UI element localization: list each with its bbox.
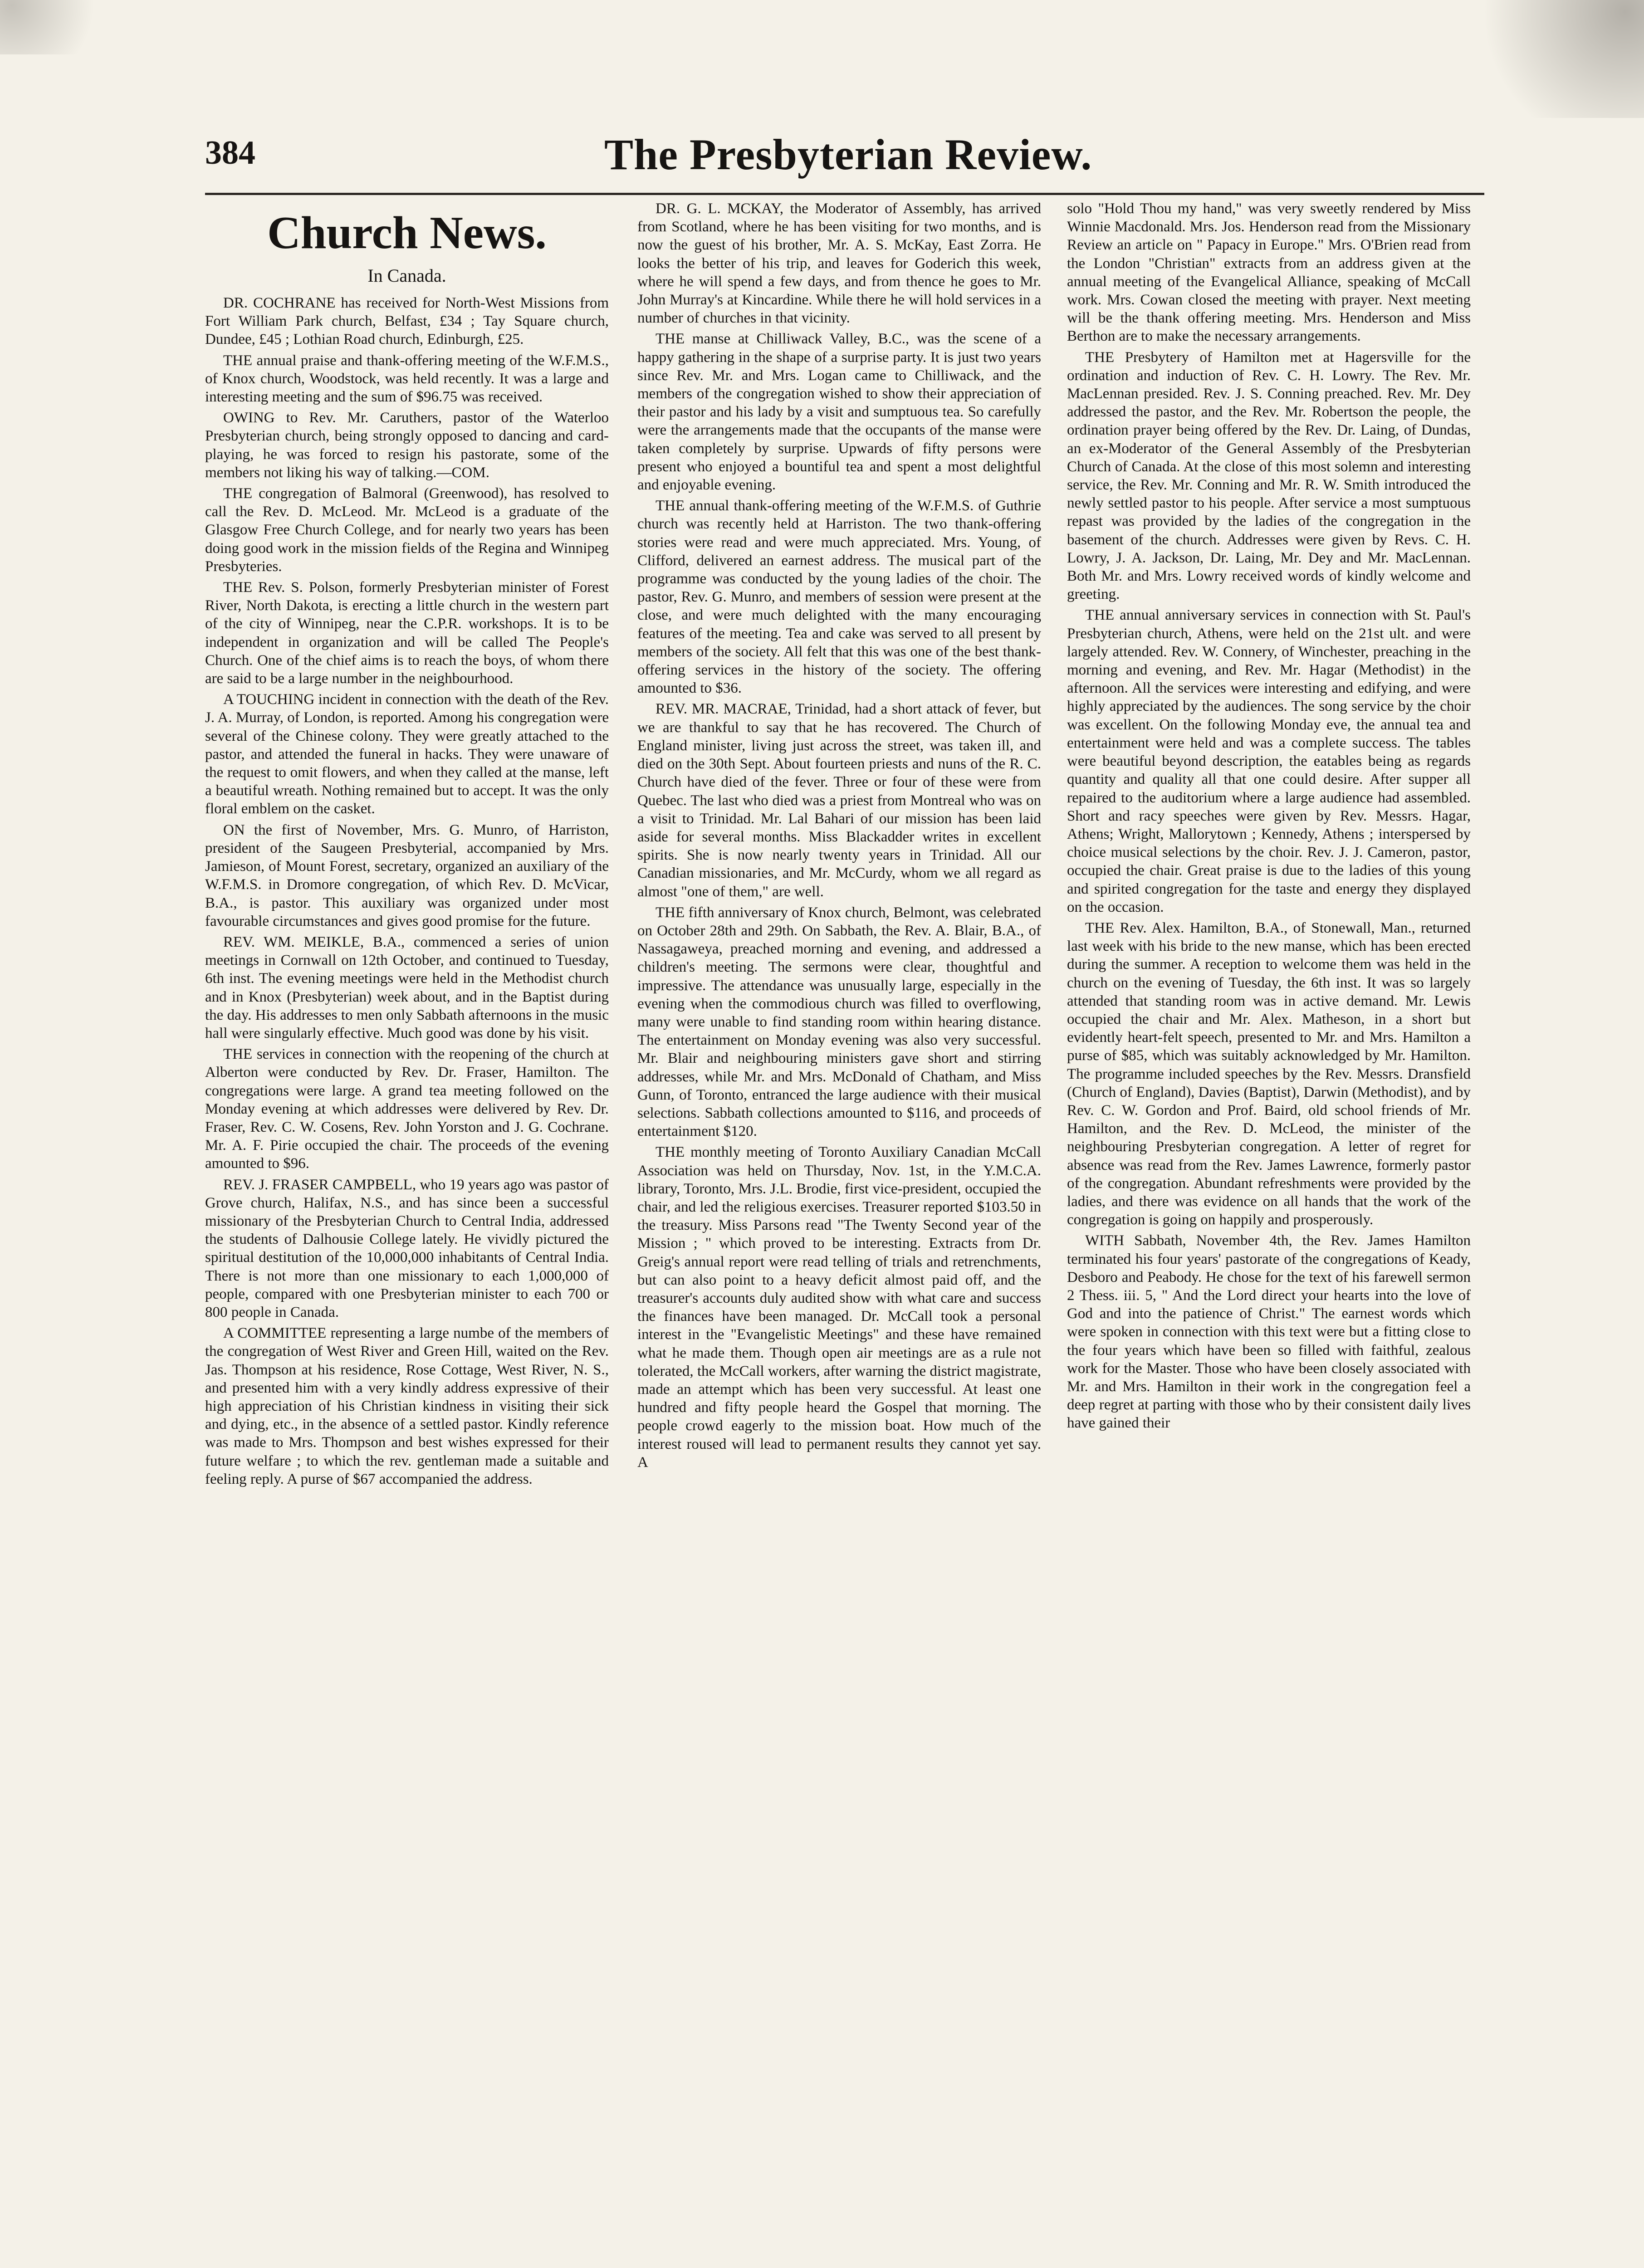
scan-stain [0,0,118,54]
article-columns [205,200,1484,2241]
header-rule [205,193,1484,195]
news-item: A TOUCHING incident in connection with the death of the Rev. J. A. Murray, of London, is reported. Among his congregation were several of the Chinese colony. They were greatly attached to the pastor, and attended the funeral in hacks. They were unaware of the request to omit flowers, and when they called at the manse, left a beautiful wreath. Nothing remained but to accept. It was the only floral emblem on the casket. [205,691,609,817]
news-item: THE Rev. Alex. Hamilton, B.A., of Stonewall, Man., returned last week with his bride to the new manse, which has been erected during the summer. A reception to welcome them was held in the church on the evening of Tuesday, the 6th inst. It was so largely attended that standing room was in active demand. Mr. Lewis occupied the chair and Mr. Alex. Matheson, in a short but evidently heart-felt speech, presented to Mr. and Mrs. Hamilton a purse of $85, which was suitably acknowledged by Mr. Hamilton. The programme included speeches by the Rev. Messrs. Dransfield (Church of England), Davies (Baptist), Darwin (Methodist), and by Rev. C. W. Gordon and Prof. Baird, old school friends of Mr. Hamilton, and the Rev. D. McLeod, the minister of the neighbouring Presbyterian congregation. A letter of regret for absence was read from the Rev. James Lawrence, formerly pastor of the congregation. Abundant refreshments were provided by the ladies, and there was evidence on all hands that the work of the congregation is going on happily and prosperously. [1067,919,1471,1228]
news-item: OWING to Rev. Mr. Caruthers, pastor of the Waterloo Presbyterian church, being strongly opposed to dancing and card-playing, he was forced to resign his pastorate, some of the members not liking his way of talking.—COM. [205,410,609,481]
scan-stain [1453,0,1644,118]
news-item: THE Presbytery of Hamilton met at Hagersville for the ordination and induction of Rev. C. H. Lowry. The Rev. Mr. MacLennan presided. Rev. J. S. Conning preached. Rev. Mr. Dey addressed the pastor, and the Rev. Mr. Robertson the people, the ordination prayer being offered by the Rev. Dr. Laing, of Dundas, an ex-Moderator of the General Assembly of the Presbyterian Church of Canada. At the close of this most solemn and interesting service, the Rev. Mr. Conning and Mr. R. W. Smith introduced the newly settled pastor to his people. After service a most sumptuous repast was provided by the ladies of the congregation in the basement of the church. Addresses were given by Revs. C. H. Lowry, J. A. Jackson, Dr. Laing, Mr. Dey and Mr. MacLennan. Both Mr. and Mrs. Lowry received words of kindly welcome and greeting. [1067,349,1471,603]
section-subtitle: In Canada. [367,265,446,286]
column-2 [637,200,1041,2241]
column-1 [205,200,609,2241]
running-title: The Presbyterian Review. [604,130,1092,179]
news-item: ON the first of November, Mrs. G. Munro, of Harriston, president of the Saugeen Presbyterial, accompanied by Mrs. Jamieson, of Mount Forest, secretary, organized an auxiliary of the W.F.M.S. in Dromore congregation, of which Rev. D. McVicar, B.A., is pastor. This auxiliary was organized under most favourable circumstances and gives good promise for the future. [205,821,609,929]
news-item: THE congregation of Balmoral (Greenwood), has resolved to call the Rev. D. McLeod. Mr. McLeod is a graduate of the Glasgow Free Church College, and for nearly two years has been doing good work in the mission fields of the Regina and Winnipeg Presbyteries. [205,485,609,575]
news-item: DR. COCHRANE has received for North-West Missions from Fort William Park church, Belfast, £34 ; Tay Square church, Dundee, £45 ; Lothian Road church, Edinburgh, £25. [205,295,609,348]
news-item: solo "Hold Thou my hand," was very sweetly rendered by Miss Winnie Macdonald. Mrs. Jos. Henderson read from the Missionary Review an article on " Papacy in Europe." Mrs. O'Brien read from the London "Christian" extracts from an address given at the annual meeting of the Evangelical Alliance, speaking of McCall work. Mrs. Cowan closed the meeting with prayer. Next meeting will be the thank offering meeting. Mrs. Henderson and Miss Berthon are to make the necessary arrangements. [1067,200,1471,345]
page-header [205,129,1484,193]
news-item: THE services in connection with the reopening of the church at Alberton were conducted by Rev. Dr. Fraser, Hamilton. The congregations were large. A grand tea meeting followed on the Monday evening at which addresses were delivered by Rev. Dr. Fraser, Rev. C. W. Cosens, Rev. John Yorston and J. G. Cochrane. Mr. A. F. Pirie occupied the chair. The proceeds of the evening amounted to $96. [205,1046,609,1172]
news-item: DR. G. L. MCKAY, the Moderator of Assembly, has arrived from Scotland, where he has been visiting for two months, and is now the guest of his brother, Mr. A. S. McKay, East Zorra. He looks the better of his trip, and leaves for Goderich this week, where he will spend a few days, and from thence he goes to Mr. John Murray's at Kincardine. While there he will hold services in a number of churches in that vicinity. [637,200,1041,327]
news-item: THE annual praise and thank-offering meeting of the W.F.M.S., of Knox church, Woodstock, was held recently. It was a large and interesting meeting and the sum of $96.75 was received. [205,352,609,406]
news-item: THE monthly meeting of Toronto Auxiliary Canadian McCall Association was held on Thursday, Nov. 1st, in the Y.M.C.A. library, Toronto, Mrs. J.L. Brodie, first vice-president, occupied the chair, and led the religious exercises. Treasurer reported $103.50 in the treasury. Miss Parsons read "The Twenty Second year of the Mission ; " which proved to be interesting. Extracts from Dr. Greig's annual report were read telling of trials and retrenchments, but can also point to a heavy deficit almost paid off, and the treasurer's accounts duly audited show with what care and success the finances have been managed. Dr. McCall took a personal interest in the "Evangelistic Meetings" and these have remained what he made them. Though open air meetings are as a rule not tolerated, the McCall workers, after warning the district magistrate, made an attempt which has been very successful. At least one hundred and fifty people heard the Gospel that morning. The people crowd eagerly to the mission boat. How much of the interest roused will lead to permanent results they cannot yet say. A [637,1144,1041,1471]
news-item: THE annual anniversary services in connection with St. Paul's Presbyterian church, Athens, were held on the 21st ult. and were largely attended. Rev. W. Connery, of Winchester, preaching in the morning and evening, and Rev. Mr. Hagar (Methodist) in the afternoon. All the services were interesting and edifying, and were highly appreciated by the audiences. The song service by the choir was excellent. On the following Monday eve, the annual tea and entertainment were held and was a complete success. The tables were beautiful beyond description, the eatables being as regards quantity and quality all that one could desire. After supper all repaired to the auditorium where a large audience had assembled. Short and racy speeches were given by Rev. Messrs. Hagar, Athens; Wright, Mallorytown ; Kennedy, Athens ; interspersed by choice musical selections by the choir. Rev. J. J. Cameron, pastor, occupied the chair. Great praise is due to the ladies of this young and spirited congregation for the taste and energy they displayed on the occasion. [1067,607,1471,915]
news-item: REV. J. FRASER CAMPBELL, who 19 years ago was pastor of Grove church, Halifax, N.S., and has since been a successful missionary of the Presbyterian Church to Central India, addressed the students of Dalhousie College lately. He vividly pictured the spiritual destitution of the 10,000,000 inhabitants of Central India. There is not more than one missionary to each 1,000,000 of people, compared with one Presbyterian minister to each 700 or 800 people in Canada. [205,1176,609,1320]
news-item: THE fifth anniversary of Knox church, Belmont, was celebrated on October 28th and 29th. On Sabbath, the Rev. A. Blair, B.A., of Nassagaweya, preached morning and evening, and addressed a children's meeting. The sermons were clear, thoughtful and impressive. The attendance was unusually large, especially in the evening when the commodious church was filled to overflowing, many were unable to find standing room within hearing distance. The entertainment on Monday evening was also very successful. Mr. Blair and neighbouring ministers gave short and stirring addresses, while Mr. and Mrs. McDonald of Chatham, and Miss Gunn, of Toronto, entranced the large audience with their musical selections. Sabbath collections amounted to $116, and proceeds of entertainment $120. [637,904,1041,1140]
page-number: 384 [205,134,255,171]
news-item: REV. MR. MACRAE, Trinidad, had a short attack of fever, but we are thankful to say that he has recovered. The Church of England minister, living just across the street, was taken ill, and died on the 30th Sept. About fourteen priests and nuns of the R. C. Church have died of the fever. Three or four of these were from Quebec. The last who died was a priest from Montreal who was on a visit to Trinidad. Mr. Lal Bahari of our mission has been laid aside for several months. Miss Blackadder writes in excellent spirits. She is now nearly twenty years in Trinidad. All our Canadian missionaries, and Mr. McCurdy, whom we all regard as almost "one of them," are well. [637,701,1041,900]
news-item: THE Rev. S. Polson, formerly Presbyterian minister of Forest River, North Dakota, is erecting a little church in the western part of the city of Winnipeg, near the C.P.R. workshops. It is to be independent in organization and will be called The People's Church. One of the chief aims is to reach the boys, of whom there are said to be a large number in the neighbourhood. [205,579,609,687]
news-item: WITH Sabbath, November 4th, the Rev. James Hamilton terminated his four years' pastorate of the congregations of Keady, Desboro and Peabody. He chose for the text of his farewell sermon 2 Thess. iii. 5, " And the Lord direct your hearts into the love of God and into the patience of Christ." The earnest words which were spoken in connection with this text were but a fitting close to the four years which have been so filled with faithful, zealous work for the Master. Those who have been closely associated with Mr. and Mrs. Hamilton in their work in the congregation feel a deep regret at parting with those who by their consistent daily lives have gained their [1067,1232,1471,1432]
column-3 [1067,200,1471,2241]
news-item: THE manse at Chilliwack Valley, B.C., was the scene of a happy gathering in the shape of a surprise party. It is just two years since Rev. Mr. and Mrs. Logan came to Chilliwack, and the members of the congregation wished to show their appreciation of their pastor and his lady by a visit and sumptuous tea. So carefully were the arrangements made that the occupants of the manse were taken completely by surprise. Upwards of fifty persons were present who enjoyed a bountiful tea and spent a most delightful and enjoyable evening. [637,331,1041,494]
news-item: THE annual thank-offering meeting of the W.F.M.S. of Guthrie church was recently held at Harriston. The two thank-offering stories were read and were much appreciated. Mrs. Young, of Clifford, delivered an earnest address. The musical part of the programme was conducted by the young ladies of the choir. The pastor, Rev. G. Munro, and members of session were present at the close, and were much delighted with the many encouraging features of the meeting. Tea and cake was served to all present by members of the society. All felt that this was one of the best thank-offering services in the history of the society. The offering amounted to $36. [637,498,1041,697]
news-item: REV. WM. MEIKLE, B.A., commenced a series of union meetings in Cornwall on 12th October, and continued to Tuesday, 6th inst. The evening meetings were held in the Methodist church and in Knox (Presbyterian) week about, and in the Baptist during the day. His addresses to men only Sabbath afternoons in the music hall were singularly effective. Much good was done by his visit. [205,934,609,1041]
news-item: A COMMITTEE representing a large numbe of the members of the congregation of West River and Green Hill, waited on the Rev. Jas. Thompson at his residence, Rose Cottage, West River, N. S., and presented him with a very kindly address expressive of their high appreciation of his Christian kindness in visiting their sick and dying, etc., in the absence of a settled pastor. Kindly reference was made to Mrs. Thompson and best wishes expressed for their future welfare ; to which the rev. gentleman made a suitable and feeling reply. A purse of $67 accompanied the address. [205,1325,609,1487]
section-title: Church News. [267,207,547,259]
